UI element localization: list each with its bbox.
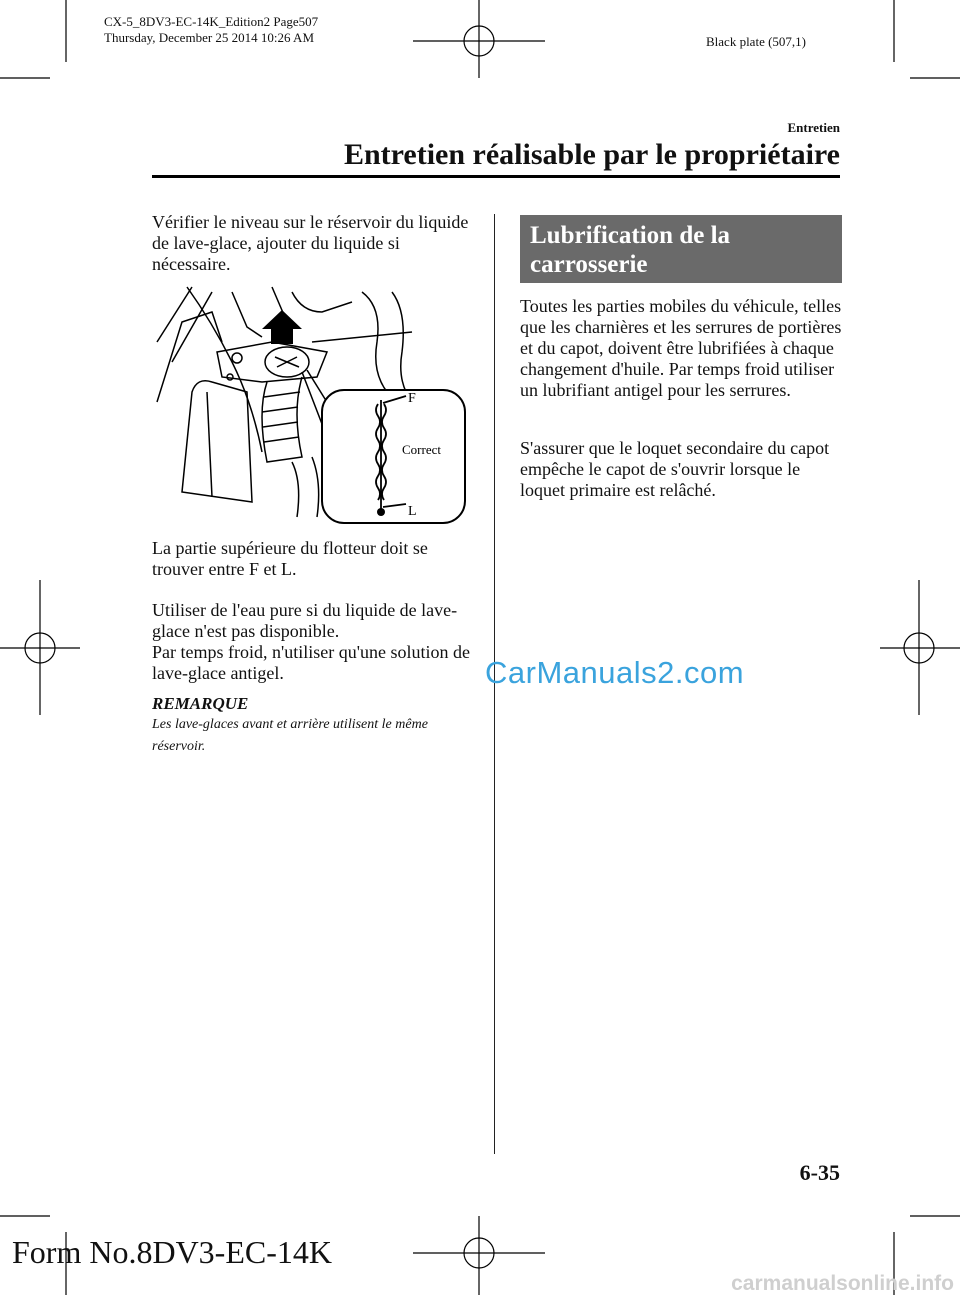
form-number: Form No.8DV3-EC-14K	[12, 1234, 332, 1270]
reservoir-illustration	[152, 282, 472, 527]
section-heading-line1: Lubrification de la	[530, 222, 731, 249]
hood-latch-paragraph	[520, 438, 842, 501]
header-rule	[152, 175, 840, 178]
section-heading-box	[520, 215, 842, 283]
footer-watermark: carmanualsonline.info	[731, 1272, 954, 1295]
intro-paragraph	[152, 212, 472, 275]
float-text: La partie supérieure du flotteur doit se trouver entre F et L.	[152, 538, 428, 579]
remark-block	[152, 694, 462, 758]
low-mark-label: L	[408, 504, 417, 519]
correct-label: Correct	[402, 442, 441, 457]
float-paragraph	[152, 538, 472, 580]
lubrication-paragraph	[520, 296, 842, 401]
remark-text: Les lave-glaces avant et arrière utilisent le même réservoir.	[152, 717, 428, 754]
print-meta-date: Thursday, December 25 2014 10:26 AM	[104, 30, 315, 45]
water-paragraph	[152, 600, 472, 684]
plate-label: Black plate (507,1)	[706, 34, 806, 49]
washer-reservoir-diagram	[152, 282, 472, 532]
water-text-1: Utiliser de l'eau pure si du liquide de lave-glace n'est pas disponible.	[152, 600, 458, 641]
print-metadata	[104, 14, 318, 46]
water-text-2: Par temps froid, n'utiliser qu'une solution de lave-glace antigel.	[152, 642, 470, 683]
remark-label: REMARQUE	[152, 694, 249, 713]
chapter-label: Entretien	[787, 120, 840, 135]
hood-latch-text: S'assurer que le loquet secondaire du capot empêche le capot de s'ouvrir lorsque le loquet primaire est relâché.	[520, 438, 830, 500]
section-heading-line2: carrosserie	[530, 251, 648, 278]
page-title: Entretien réalisable par le propriétaire	[343, 138, 840, 171]
print-meta-file: CX-5_8DV3-EC-14K_Edition2 Page507	[104, 14, 319, 29]
page-number: 6-35	[799, 1160, 840, 1185]
full-mark-label: F	[408, 391, 416, 406]
watermark-logo: CarManuals2.com	[485, 655, 745, 690]
intro-text: Vérifier le niveau sur le réservoir du liquide de lave-glace, ajouter du liquide si nécessaire.	[152, 212, 469, 274]
lubrication-text: Toutes les parties mobiles du véhicule, telles que les charnières et les serrures de portières et du capot, doivent être lubrifiées à chaque changement d'huile. Par temps froid utiliser un lubrifiant antigel pour les serrures.	[520, 296, 842, 400]
